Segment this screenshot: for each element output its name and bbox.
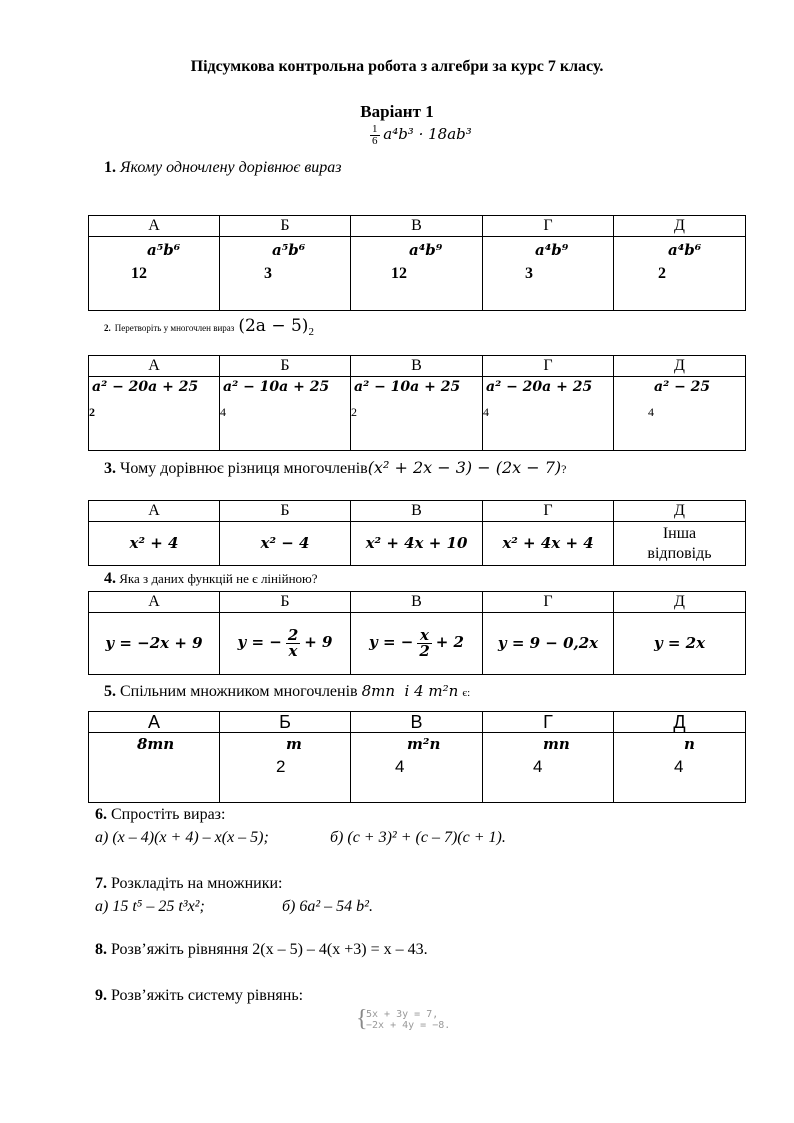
q1-option-e[interactable] <box>614 237 746 311</box>
q5-option-c-expr: m²n <box>407 735 441 753</box>
q1-answer-table <box>88 215 746 311</box>
q3-option-b-expr: x² − 4 <box>260 534 310 552</box>
q4-header-e: Д <box>614 592 746 613</box>
q1-fraction-denominator: 6 <box>372 135 378 147</box>
q1-fraction-numerator: 1 <box>372 123 378 135</box>
q1-option-e-expr: a⁴b⁶ <box>668 241 702 259</box>
q5-option-b-score: 2 <box>276 757 286 776</box>
q6-text: Спростіть вираз: <box>111 806 226 823</box>
q1-option-d[interactable] <box>483 237 614 311</box>
q4-option-e-expr: y = 2x <box>653 634 706 652</box>
q3-option-a-expr: x² + 4 <box>129 534 179 552</box>
q6-item-b: б) (c + 3)² + (c – 7)(c + 1). <box>330 829 506 846</box>
q3-option-e-line1: Інша <box>662 524 697 542</box>
q6-question <box>95 806 225 824</box>
q4-option-c-numerator: x <box>417 628 431 644</box>
q5-header-a: А <box>89 712 220 733</box>
q5-answer-table <box>88 711 746 803</box>
q5-header-c: В <box>351 712 483 733</box>
q1-text: Якому одночлену дорівнює вираз <box>120 159 342 176</box>
q2-header-e: Д <box>614 356 746 377</box>
q5-option-e-expr: n <box>684 735 695 753</box>
q1-header-c: В <box>351 216 483 237</box>
q4-text: Яка з даних функцій не є лінійною? <box>119 571 318 586</box>
q4-option-b[interactable] <box>220 613 351 675</box>
q2-header-b: Б <box>220 356 351 377</box>
q5-question <box>104 682 470 701</box>
q1-option-a[interactable] <box>89 237 220 311</box>
q4-header-d: Г <box>483 592 614 613</box>
q5-expression: 8mn і 4 m²n <box>361 682 459 700</box>
q8-question <box>95 941 428 959</box>
q4-option-d-expr: y = 9 − 0,2x <box>497 634 599 652</box>
q3-header-c: В <box>351 501 483 522</box>
q4-option-c-pre: y = − <box>369 633 414 652</box>
q3-header-b: Б <box>220 501 351 522</box>
q2-option-c-score: 2 <box>351 405 357 419</box>
q1-option-b-score: 3 <box>264 265 272 282</box>
q9-question <box>95 987 303 1005</box>
q4-header-a: А <box>89 592 220 613</box>
q1-option-b-expr: a⁵b⁶ <box>272 241 306 259</box>
q5-option-c[interactable] <box>351 733 483 803</box>
q2-option-a-expr: a² − 20a + 25 <box>92 379 199 395</box>
q8-text: Розв’яжіть рівняння 2(x – 5) – 4(x +3) = x – 43. <box>111 941 428 958</box>
q4-option-b-numerator: 2 <box>287 626 299 644</box>
q2-option-b[interactable] <box>220 377 351 451</box>
q1-question <box>104 159 342 177</box>
q3-number: 3. <box>104 460 116 477</box>
q5-header-d: Г <box>483 712 614 733</box>
q9-system <box>356 1008 496 1032</box>
q3-header-a: А <box>89 501 220 522</box>
q8-number: 8. <box>95 941 107 958</box>
q2-option-b-expr: a² − 10a + 25 <box>223 379 330 395</box>
q4-header-c: В <box>351 592 483 613</box>
q4-option-b-pre: y = − <box>237 633 282 652</box>
q3-option-a[interactable] <box>89 522 220 566</box>
q3-option-c[interactable] <box>351 522 483 566</box>
q2-option-e-score: 4 <box>648 405 654 419</box>
q1-number: 1. <box>104 159 116 176</box>
q3-answer-table <box>88 500 746 566</box>
q7-question <box>95 875 282 893</box>
q9-text: Розв’яжіть систему рівнянь: <box>111 987 304 1004</box>
page-title: Підсумкова контрольна робота з алгебри за курс 7 класу. <box>190 58 604 75</box>
q4-option-c[interactable] <box>351 613 483 675</box>
q2-option-e[interactable] <box>614 377 746 451</box>
q5-tail: є: <box>462 687 471 699</box>
q1-header-d: Г <box>483 216 614 237</box>
q4-option-d[interactable] <box>483 613 614 675</box>
q2-option-a-score: 2 <box>89 405 95 419</box>
q4-question <box>104 570 318 588</box>
q5-text: Спільним множником многочленів <box>120 683 358 700</box>
q3-option-e-line2: відповідь <box>647 544 712 562</box>
q1-header-a: А <box>89 216 220 237</box>
q3-tail: ? <box>561 462 567 476</box>
q1-option-e-score: 2 <box>658 265 666 282</box>
q2-option-d-expr: a² − 20a + 25 <box>486 379 593 395</box>
q1-option-c[interactable] <box>351 237 483 311</box>
q1-option-a-expr: a⁵b⁶ <box>147 241 181 259</box>
q5-option-d[interactable] <box>483 733 614 803</box>
q5-option-b-expr: m <box>286 735 302 753</box>
q5-option-a-expr: 8mn <box>137 735 175 753</box>
q2-option-d-score: 4 <box>483 405 489 419</box>
q5-option-d-score: 4 <box>533 757 543 776</box>
q1-option-d-score: 3 <box>525 265 533 282</box>
q1-option-b[interactable] <box>220 237 351 311</box>
q4-header-b: Б <box>220 592 351 613</box>
q3-option-d-expr: x² + 4x + 4 <box>502 534 594 552</box>
q9-number: 9. <box>95 987 107 1004</box>
q3-option-c-expr: x² + 4x + 10 <box>365 534 468 552</box>
q1-option-d-expr: a⁴b⁹ <box>535 241 569 259</box>
q2-number: 2. <box>104 323 111 333</box>
variant-label: Варіант 1 <box>360 102 434 121</box>
q2-option-d[interactable] <box>483 377 614 451</box>
q2-expression-sub: 2 <box>308 326 314 338</box>
q2-answer-table <box>88 355 746 451</box>
q3-expression: (x² + 2x − 3) − (2x − 7) <box>367 458 562 477</box>
q5-option-e[interactable] <box>614 733 746 803</box>
q3-option-d[interactable] <box>483 522 614 566</box>
q2-header-d: Г <box>483 356 614 377</box>
q4-option-e[interactable] <box>614 613 746 675</box>
q3-header-d: Г <box>483 501 614 522</box>
q4-option-a-expr: y = −2x + 9 <box>105 634 203 652</box>
q5-option-a[interactable] <box>89 733 220 803</box>
q4-option-b-post: + 9 <box>304 633 333 652</box>
q6-item-a: а) (x – 4)(x + 4) – x(x – 5); <box>95 829 269 846</box>
q2-question <box>104 316 314 336</box>
q1-header-b: Б <box>220 216 351 237</box>
q5-number: 5. <box>104 683 116 700</box>
q6-number: 6. <box>95 806 107 823</box>
q4-option-a[interactable] <box>89 613 220 675</box>
q4-option-c-denominator: 2 <box>419 642 430 660</box>
q9-system-line2: −2x + 4y = −8. <box>366 1020 451 1031</box>
q7-item-a: а) 15 t⁵ – 25 t³x²; <box>95 898 205 915</box>
q2-text: Перетворіть у многочлен вираз <box>114 323 235 333</box>
q5-option-b[interactable] <box>220 733 351 803</box>
q4-option-b-denominator: x <box>288 642 298 660</box>
q2-option-b-score: 4 <box>220 405 226 419</box>
q2-option-c[interactable] <box>351 377 483 451</box>
q3-option-e[interactable] <box>614 522 746 566</box>
q1-expression-rest: a⁴b³ · 18ab³ <box>383 124 472 143</box>
q5-option-c-score: 4 <box>395 757 405 776</box>
q1-option-a-score: 12 <box>131 265 147 282</box>
q5-option-d-expr: mn <box>543 735 570 753</box>
q2-option-e-expr: a² − 25 <box>654 379 711 395</box>
q4-answer-table <box>88 591 746 675</box>
q1-option-c-expr: a⁴b⁹ <box>409 241 443 259</box>
q1-header-e: Д <box>614 216 746 237</box>
q9-system-brace: { <box>356 1006 368 1032</box>
q7-number: 7. <box>95 875 107 892</box>
q5-header-b: Б <box>220 712 351 733</box>
q1-expression <box>370 124 472 147</box>
q3-text: Чому дорівнює різниця многочленів <box>120 460 368 477</box>
q1-option-c-score: 12 <box>391 265 407 282</box>
q2-option-a[interactable] <box>89 377 220 451</box>
q3-option-b[interactable] <box>220 522 351 566</box>
q7-text: Розкладіть на множники: <box>111 875 283 892</box>
q4-option-c-post: + 2 <box>435 633 464 652</box>
q3-header-e: Д <box>614 501 746 522</box>
q5-option-e-score: 4 <box>674 757 684 776</box>
q2-expression: (2a − 5) <box>238 316 309 336</box>
q5-header-e: Д <box>614 712 746 733</box>
q3-question <box>104 458 567 478</box>
q2-header-a: А <box>89 356 220 377</box>
q7-item-b: б) 6a² – 54 b². <box>282 898 373 915</box>
q2-option-c-expr: a² − 10a + 25 <box>354 379 461 395</box>
q9-system-line1: 5x + 3y = 7, <box>366 1009 439 1020</box>
q4-number: 4. <box>104 570 116 587</box>
q2-header-c: В <box>351 356 483 377</box>
